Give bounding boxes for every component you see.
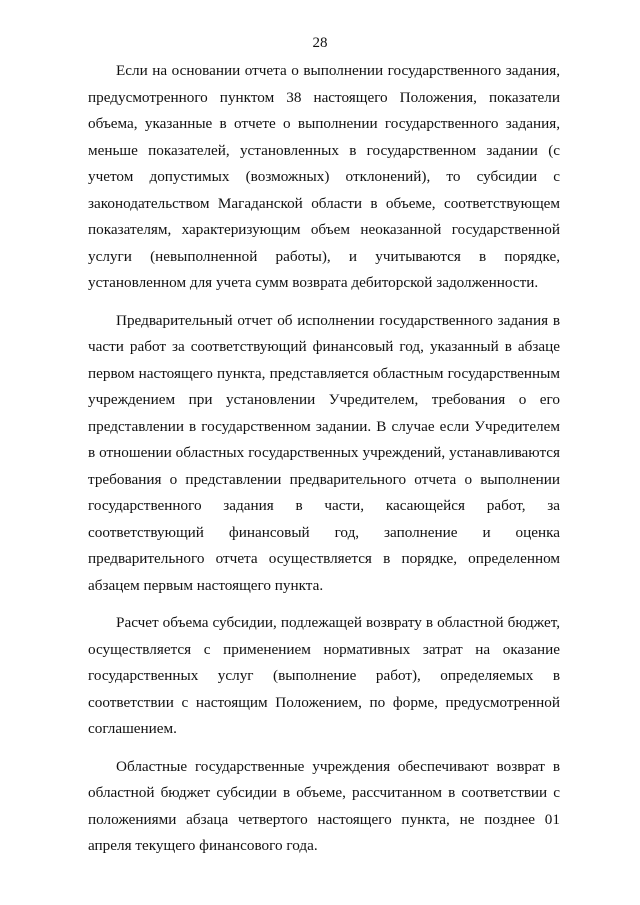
paragraph-2: Предварительный отчет об исполнении государственного задания в части работ за соответствующий финансовый год, указанный в абзаце первом настоящего пункта, представляется областным государственным учреждением при установлении Учредителем, требования о его представлении в государственном задании. В случае если Учредителем в отношении областных государственных учреждений, устанавливаются требования о представлении предварительного отчета о выполнении государственного задания в части, касающейся работ, за соответствующий финансовый год, заполнение и оценка предварительного отчета осуществляется в порядке, определенном абзацем первым настоящего пункта.: [88, 311, 560, 594]
paragraph-3: Расчет объема субсидии, подлежащей возврату в областной бюджет, осуществляется с применением нормативных затрат на оказание государственных услуг (выполнение работ), определяемых в соответствии с настоящим Положением, по форме, предусмотренной соглашением.: [88, 614, 560, 737]
paragraph-4: Областные государственные учреждения обеспечивают возврат в областной бюджет субсидии в объеме, рассчитанном в соответствии с положениями абзаца четвертого настоящего пункта, не позднее 01 апреля текущего финансового года.: [88, 757, 560, 854]
document-body: [88, 58, 560, 871]
paragraph-1: Если на основании отчета о выполнении государственного задания, предусмотренного пунктом 38 настоящего Положения, показатели объема, указанные в отчете о выполнении государственного задания, меньше показателей, установленных в государственном задании (с учетом допустимых (возможных) отклонений), то субсидии с законодательством Магаданской области в объеме, соответствующем показателям, характеризующим объем неоказанной государственной услуги (невыполненной работы), и учитываются в порядке, установленном для учета сумм возврата дебиторской задолженности.: [88, 62, 560, 291]
page-number: 28: [312, 35, 328, 51]
